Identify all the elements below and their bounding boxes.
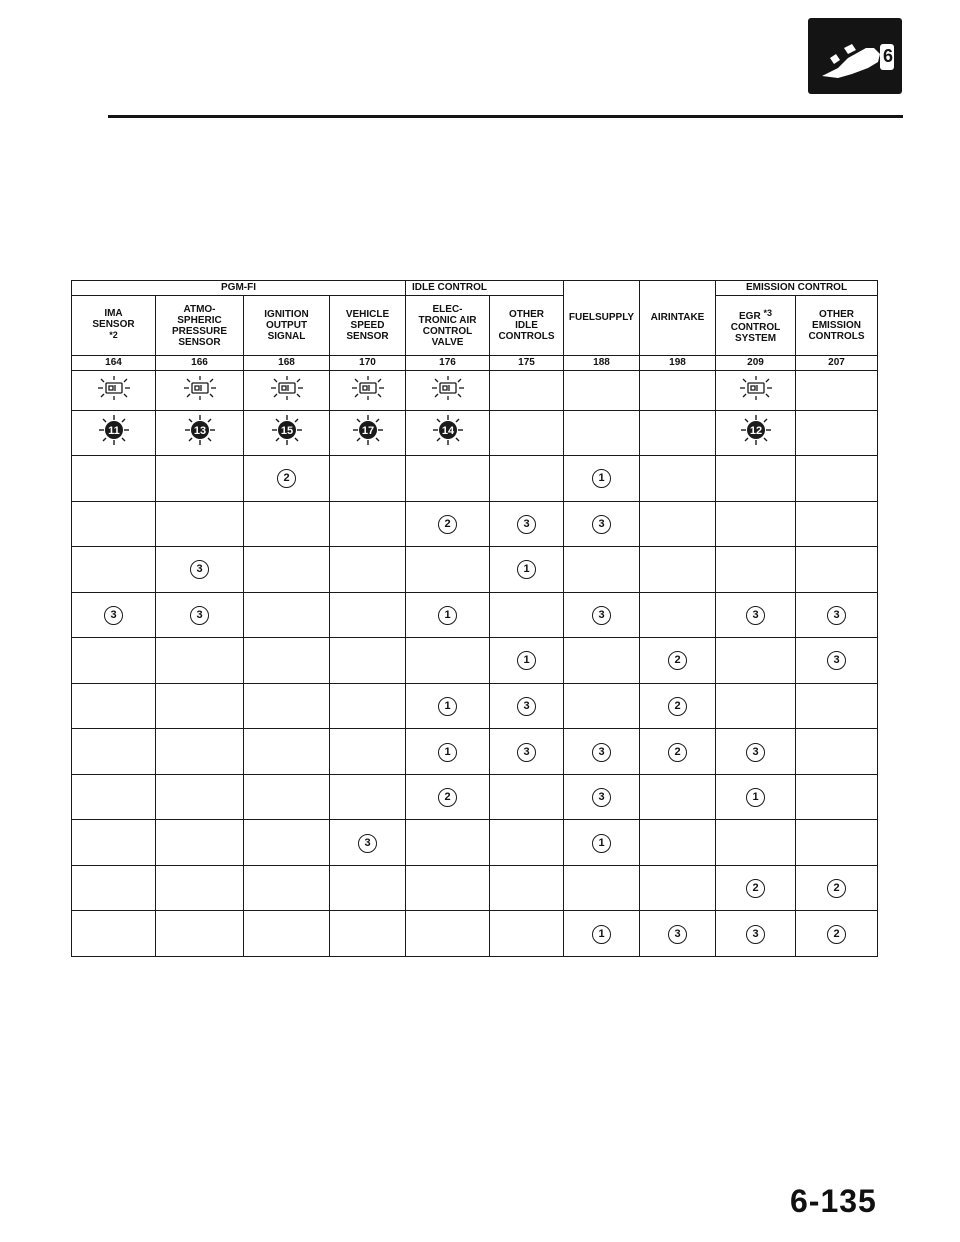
priority-cell — [796, 911, 878, 957]
symptom-row — [72, 683, 878, 729]
priority-cell — [156, 456, 244, 502]
group-pgmfi: PGM-FI — [72, 281, 406, 296]
priority-cell — [640, 865, 716, 911]
blink-code-number: 14 — [441, 425, 454, 438]
priority-marker: 2 — [746, 879, 765, 898]
column-header-line: IMA — [104, 307, 123, 319]
priority-cell — [72, 729, 156, 775]
column-header-line: SIGNAL — [267, 331, 306, 343]
priority-marker: 3 — [517, 515, 536, 534]
trouble-code-cell — [640, 410, 716, 456]
priority-cell — [796, 547, 878, 593]
priority-cell — [72, 820, 156, 866]
group-header-row — [72, 281, 878, 296]
priority-cell — [244, 638, 330, 684]
priority-cell — [564, 638, 640, 684]
priority-marker: 2 — [277, 469, 296, 488]
priority-cell — [796, 456, 878, 502]
symptom-row — [72, 820, 878, 866]
priority-cell — [406, 911, 490, 957]
trouble-code-cell — [72, 410, 156, 456]
group-idle-control: IDLE CONTROL — [406, 281, 564, 296]
priority-cell — [564, 729, 640, 775]
priority-marker: 2 — [827, 925, 846, 944]
column-header-vehicle-speed-sensor — [330, 296, 406, 356]
mil-cell — [796, 371, 878, 410]
priority-cell — [406, 456, 490, 502]
column-header-egr-control-system — [716, 296, 796, 356]
blink-code-icon — [428, 414, 468, 446]
priority-cell — [716, 729, 796, 775]
priority-marker: 1 — [438, 697, 457, 716]
priority-cell — [716, 547, 796, 593]
priority-cell — [640, 820, 716, 866]
column-header-line: PRESSURE — [171, 325, 227, 337]
page-ref: 198 — [640, 355, 716, 370]
column-header-line: CONTROL — [730, 321, 781, 333]
trouble-code-row — [72, 410, 878, 456]
column-header-line: CONTROL — [422, 325, 473, 337]
priority-cell — [490, 547, 564, 593]
trouble-code-cell — [796, 410, 878, 456]
priority-cell — [156, 547, 244, 593]
check-engine-icon — [348, 374, 388, 402]
column-header-fuel-supply — [564, 281, 640, 356]
priority-cell — [796, 683, 878, 729]
priority-cell — [796, 729, 878, 775]
column-header-atmo-spheric-pressure-sensor — [156, 296, 244, 356]
priority-cell — [156, 729, 244, 775]
priority-cell — [72, 592, 156, 638]
priority-marker: 3 — [592, 788, 611, 807]
priority-cell — [490, 638, 564, 684]
priority-marker: 1 — [517, 560, 536, 579]
priority-cell — [406, 865, 490, 911]
priority-cell — [244, 774, 330, 820]
mil-indicator-row — [72, 371, 878, 410]
blink-code-number: 15 — [280, 425, 293, 438]
priority-cell — [716, 592, 796, 638]
column-header-line: EGR *3 — [739, 307, 772, 322]
priority-cell — [72, 638, 156, 684]
priority-cell — [716, 683, 796, 729]
column-header-line: ATMO- — [183, 303, 216, 315]
priority-marker: 2 — [827, 879, 846, 898]
check-engine-icon — [180, 374, 220, 402]
priority-cell — [244, 456, 330, 502]
column-header-other-emission-controls — [796, 296, 878, 356]
column-header-line: SPHERIC — [177, 314, 222, 326]
priority-cell — [796, 592, 878, 638]
priority-cell — [490, 592, 564, 638]
trouble-code-cell — [156, 410, 244, 456]
priority-cell — [716, 501, 796, 547]
priority-cell — [406, 592, 490, 638]
priority-cell — [564, 547, 640, 593]
column-header-line: AIR — [650, 312, 668, 324]
priority-cell — [330, 820, 406, 866]
priority-cell — [330, 729, 406, 775]
priority-cell — [330, 911, 406, 957]
page-ref: 164 — [72, 355, 156, 370]
priority-cell — [156, 865, 244, 911]
priority-cell — [244, 820, 330, 866]
priority-cell — [490, 456, 564, 502]
priority-cell — [72, 774, 156, 820]
priority-cell — [490, 865, 564, 911]
priority-marker: 3 — [746, 743, 765, 762]
column-header-line: FUEL — [568, 312, 595, 324]
page-ref: 168 — [244, 355, 330, 370]
priority-marker: 2 — [668, 743, 687, 762]
column-header-line: IGNITION — [264, 309, 309, 321]
priority-cell — [640, 683, 716, 729]
priority-cell — [640, 456, 716, 502]
priority-cell — [490, 683, 564, 729]
priority-cell — [796, 638, 878, 684]
column-header-elec-tronic-air-control-valve — [406, 296, 490, 356]
column-header-air-intake — [640, 281, 716, 356]
blink-code-icon — [348, 414, 388, 446]
priority-cell — [564, 501, 640, 547]
symptom-row — [72, 547, 878, 593]
priority-marker: 2 — [668, 651, 687, 670]
priority-marker: 3 — [358, 834, 377, 853]
priority-cell — [72, 911, 156, 957]
priority-marker: 3 — [592, 515, 611, 534]
page-ref: 166 — [156, 355, 244, 370]
column-header-line: OUTPUT — [265, 320, 308, 332]
trouble-code-cell — [330, 410, 406, 456]
column-header-line: EMISSION — [812, 320, 861, 332]
priority-cell — [564, 592, 640, 638]
priority-cell — [244, 729, 330, 775]
section-number: 6 — [883, 46, 894, 66]
priority-cell — [640, 592, 716, 638]
priority-cell — [72, 865, 156, 911]
priority-cell — [564, 911, 640, 957]
column-header-line: SENSOR — [178, 336, 221, 348]
priority-marker: 3 — [746, 606, 765, 625]
priority-cell — [796, 820, 878, 866]
priority-cell — [244, 592, 330, 638]
header-rule — [108, 115, 903, 118]
symptom-row — [72, 592, 878, 638]
blink-code-icon — [267, 414, 307, 446]
priority-cell — [640, 501, 716, 547]
priority-marker: 3 — [190, 560, 209, 579]
priority-cell — [640, 638, 716, 684]
column-header-other-idle-controls — [490, 296, 564, 356]
priority-marker: 1 — [746, 788, 765, 807]
priority-cell — [330, 547, 406, 593]
priority-cell — [330, 501, 406, 547]
troubleshooting-table — [71, 280, 878, 957]
column-header-line: IDLE — [515, 320, 538, 332]
priority-cell — [640, 729, 716, 775]
priority-cell — [796, 774, 878, 820]
priority-marker: 3 — [827, 606, 846, 625]
symptom-row — [72, 911, 878, 957]
symptom-row — [72, 729, 878, 775]
blink-code-number: 11 — [107, 425, 120, 438]
priority-cell — [72, 501, 156, 547]
priority-cell — [640, 774, 716, 820]
column-header-line: SYSTEM — [734, 332, 777, 344]
priority-cell — [796, 865, 878, 911]
priority-cell — [72, 547, 156, 593]
priority-cell — [716, 638, 796, 684]
priority-marker: 1 — [592, 834, 611, 853]
mil-cell — [330, 371, 406, 410]
priority-marker: 3 — [190, 606, 209, 625]
priority-cell — [406, 683, 490, 729]
priority-cell — [564, 456, 640, 502]
symptom-row — [72, 774, 878, 820]
blink-code-icon — [736, 414, 776, 446]
column-header-ima-sensor — [72, 296, 156, 356]
priority-cell — [156, 638, 244, 684]
priority-cell — [490, 911, 564, 957]
blink-code-icon — [180, 414, 220, 446]
page-ref: 175 — [490, 355, 564, 370]
trouble-code-cell — [490, 410, 564, 456]
priority-cell — [156, 501, 244, 547]
priority-marker: 1 — [438, 743, 457, 762]
priority-cell — [716, 865, 796, 911]
priority-marker: 2 — [668, 697, 687, 716]
symptom-row — [72, 501, 878, 547]
column-header-line: ELEC- — [432, 303, 463, 315]
priority-cell — [330, 774, 406, 820]
blink-code-number: 12 — [749, 425, 762, 438]
priority-cell — [330, 683, 406, 729]
column-header-line: TRONIC AIR — [418, 314, 477, 326]
priority-cell — [564, 865, 640, 911]
symptom-row — [72, 638, 878, 684]
priority-cell — [716, 456, 796, 502]
check-engine-icon — [428, 374, 468, 402]
mil-cell — [716, 371, 796, 410]
priority-cell — [796, 501, 878, 547]
priority-cell — [406, 547, 490, 593]
priority-cell — [490, 501, 564, 547]
mil-cell — [640, 371, 716, 410]
priority-marker: 1 — [517, 651, 536, 670]
priority-marker: 3 — [592, 606, 611, 625]
trouble-code-cell — [716, 410, 796, 456]
priority-marker: 3 — [746, 925, 765, 944]
priority-cell — [406, 501, 490, 547]
trouble-code-cell — [244, 410, 330, 456]
priority-cell — [244, 911, 330, 957]
priority-cell — [490, 774, 564, 820]
mil-cell — [72, 371, 156, 410]
column-header-line: SENSOR — [92, 318, 135, 330]
column-header-line: SUPPLY — [595, 312, 635, 324]
priority-cell — [156, 683, 244, 729]
page-number: 6-135 — [790, 1183, 877, 1219]
priority-marker: 3 — [104, 606, 123, 625]
priority-marker: 3 — [517, 743, 536, 762]
page-ref-row — [72, 355, 878, 370]
priority-cell — [244, 865, 330, 911]
priority-cell — [330, 456, 406, 502]
symptom-row — [72, 456, 878, 502]
column-header-line: INTAKE — [667, 312, 705, 324]
priority-cell — [490, 820, 564, 866]
blink-code-number: 13 — [193, 425, 206, 438]
mil-cell — [564, 371, 640, 410]
priority-cell — [72, 683, 156, 729]
column-header-line: OTHER — [819, 309, 854, 321]
page-ref: 207 — [796, 355, 878, 370]
section-tab — [808, 18, 902, 94]
column-header-line: VEHICLE — [345, 309, 390, 321]
priority-cell — [330, 592, 406, 638]
priority-cell — [244, 547, 330, 593]
priority-cell — [156, 820, 244, 866]
priority-marker: 1 — [592, 469, 611, 488]
priority-cell — [716, 820, 796, 866]
priority-cell — [406, 638, 490, 684]
column-header-line: OTHER — [509, 309, 544, 321]
priority-cell — [564, 774, 640, 820]
priority-cell — [156, 592, 244, 638]
priority-marker: 3 — [592, 743, 611, 762]
priority-marker: 1 — [592, 925, 611, 944]
column-header-line: CONTROLS — [498, 331, 555, 343]
priority-marker: 3 — [827, 651, 846, 670]
column-header-ignition-output-signal — [244, 296, 330, 356]
priority-cell — [640, 911, 716, 957]
trouble-code-cell — [564, 410, 640, 456]
priority-cell — [330, 638, 406, 684]
priority-cell — [72, 456, 156, 502]
priority-cell — [406, 820, 490, 866]
priority-marker: 3 — [517, 697, 536, 716]
priority-cell — [244, 683, 330, 729]
page-ref: 170 — [330, 355, 406, 370]
check-engine-icon — [94, 374, 134, 402]
page-ref: 176 — [406, 355, 490, 370]
priority-cell — [156, 774, 244, 820]
column-header-line: *2 — [109, 329, 118, 340]
mil-cell — [490, 371, 564, 410]
priority-marker: 3 — [668, 925, 687, 944]
priority-cell — [406, 729, 490, 775]
column-header-line: CONTROLS — [808, 331, 865, 343]
priority-cell — [640, 547, 716, 593]
blink-code-icon — [94, 414, 134, 446]
mil-cell — [244, 371, 330, 410]
page-ref: 188 — [564, 355, 640, 370]
symptom-row — [72, 865, 878, 911]
column-header-line: VALVE — [431, 336, 464, 348]
priority-cell — [564, 820, 640, 866]
priority-marker: 1 — [438, 606, 457, 625]
priority-cell — [244, 501, 330, 547]
check-engine-icon — [267, 374, 307, 402]
priority-marker: 2 — [438, 515, 457, 534]
priority-cell — [156, 911, 244, 957]
priority-cell — [564, 683, 640, 729]
priority-cell — [490, 729, 564, 775]
priority-cell — [330, 865, 406, 911]
priority-marker: 2 — [438, 788, 457, 807]
column-header-line: SPEED — [350, 320, 385, 332]
column-header-row — [72, 296, 878, 356]
priority-cell — [406, 774, 490, 820]
column-header-line: SENSOR — [346, 331, 389, 343]
priority-cell — [716, 911, 796, 957]
mil-cell — [156, 371, 244, 410]
priority-cell — [716, 774, 796, 820]
page-ref: 209 — [716, 355, 796, 370]
mil-cell — [406, 371, 490, 410]
blink-code-number: 17 — [361, 425, 374, 438]
trouble-code-cell — [406, 410, 490, 456]
group-emission-control: EMISSION CONTROL — [716, 281, 878, 296]
check-engine-icon — [736, 374, 776, 402]
